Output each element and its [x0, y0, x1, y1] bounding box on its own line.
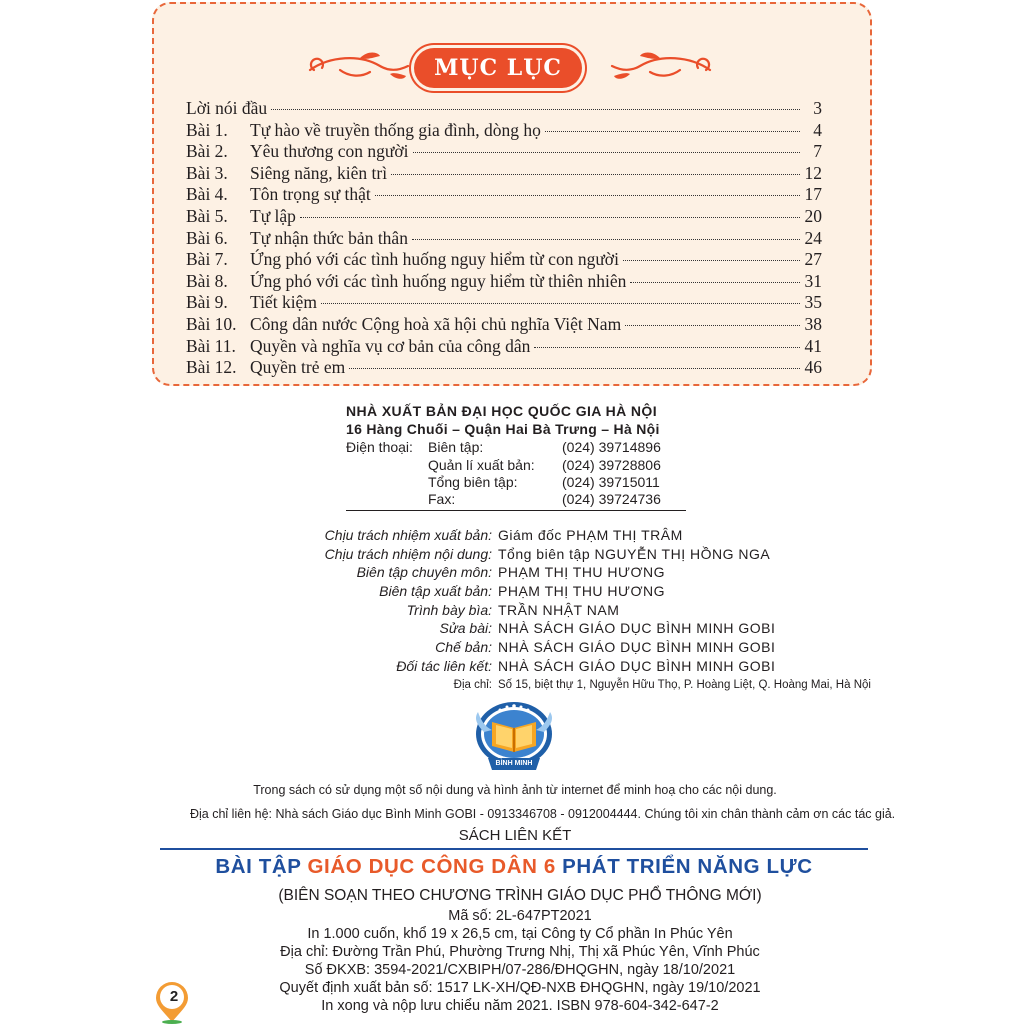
logo-text: BÌNH MINH [495, 760, 533, 767]
toc-entry-label: Tôn trọng sự thật [250, 184, 371, 205]
toc-entry [186, 141, 822, 163]
credit-value: NHÀ SÁCH GIÁO DỤC BÌNH MINH GOBI [498, 620, 776, 637]
contact-role: Quản lí xuất bản: [428, 457, 535, 473]
toc-entry-page: 38 [804, 313, 822, 334]
credit-label: Chế bản: [435, 639, 492, 656]
credit-label: Đối tác liên kết: [396, 657, 492, 674]
toc-entry-label: Tự lập [250, 205, 296, 226]
credit-label: Sửa bài: [439, 620, 492, 637]
toc-entry-number: Bài 12. [186, 357, 237, 378]
toc-leader-dots [349, 368, 800, 369]
toc-entry-number: Bài 4. [186, 184, 228, 205]
toc-entry-number: Bài 5. [186, 205, 228, 226]
toc-entry-page: 46 [804, 357, 822, 378]
toc-entry [186, 271, 822, 293]
publisher-address: 16 Hàng Chuối – Quận Hai Bà Trưng – Hà Nội [346, 421, 660, 437]
toc-entry [186, 357, 822, 379]
toc-entry-number: Bài 9. [186, 292, 228, 313]
toc-entry-label: Lời nói đầu [186, 98, 268, 118]
credit-row [200, 601, 860, 620]
toc-entry-label: Ứng phó với các tình huống nguy hiểm từ con người [250, 249, 619, 270]
toc-entry-label: Tiết kiệm [250, 292, 317, 313]
contact-role: Fax: [428, 491, 456, 507]
credit-label: Biên tập chuyên môn: [356, 564, 492, 581]
credit-row [200, 582, 860, 601]
credit-label: Biên tập xuất bản: [379, 583, 492, 600]
book-title-subject: GIÁO DỤC CÔNG DÂN 6 [307, 855, 556, 878]
toc-entry-label: Tự nhận thức bản thân [250, 227, 408, 248]
toc-title: MỤC LỤC [414, 48, 582, 88]
toc-entry-page: 27 [804, 249, 822, 270]
book-title-part: BÀI TẬP [215, 855, 308, 878]
toc-entry [186, 228, 822, 250]
toc-entry-page: 41 [804, 335, 822, 356]
toc-entry-number: Bài 11. [186, 335, 236, 356]
toc-entry-number: Bài 2. [186, 141, 228, 162]
credit-row [200, 657, 860, 676]
toc-leader-dots [321, 303, 800, 304]
contact-number: (024) 39715011 [562, 474, 660, 490]
toc-leader-dots [623, 260, 800, 261]
imprint-line: Mã số: 2L-647PT2021 [448, 908, 592, 924]
credit-label: Chịu trách nhiệm xuất bản: [324, 527, 492, 543]
toc-entry-number: Bài 1. [186, 119, 228, 140]
toc-leader-dots [545, 131, 800, 132]
credit-row [200, 545, 860, 564]
toc-leader-dots [412, 239, 800, 240]
publisher-name: NHÀ XUẤT BẢN ĐẠI HỌC QUỐC GIA HÀ NỘI [346, 403, 657, 419]
credit-row [200, 563, 860, 582]
credit-label: Chịu trách nhiệm nội dung: [324, 545, 492, 562]
toc-entry-page: 17 [804, 184, 822, 205]
toc-leader-dots [534, 347, 800, 348]
credit-value: Tổng biên tập NGUYỄN THỊ HỒNG NGA [498, 545, 771, 562]
toc-leader-dots [375, 195, 800, 196]
imprint-line: Quyết định xuất bản số: 1517 LK-XH/QĐ-NXB ĐHQGHN, ngày 19/10/2021 [279, 980, 761, 996]
credit-value: Giám đốc PHẠM THỊ TRÂM [498, 527, 683, 543]
credit-row [200, 619, 860, 638]
publisher-block [346, 402, 686, 438]
page-number: 2 [169, 988, 179, 1005]
toc-list [186, 98, 822, 379]
contact-role: Tổng biên tập: [428, 474, 518, 490]
toc-entry-page: 24 [804, 227, 822, 248]
toc-entry [186, 163, 822, 185]
toc-entry-number: Bài 8. [186, 270, 228, 291]
toc-entry-page: 31 [804, 270, 822, 291]
toc-entry [186, 292, 822, 314]
toc-entry-label: Quyền và nghĩa vụ cơ bản của công dân [250, 335, 531, 356]
credits-block [200, 526, 860, 676]
contact-number: (024) 39714896 [562, 439, 661, 455]
toc-entry [186, 314, 822, 336]
credit-value: TRẦN NHẬT NAM [498, 601, 620, 618]
toc-entry-number: Bài 6. [186, 227, 228, 248]
toc-entry-number: Bài 3. [186, 162, 228, 183]
note-internet: Trong sách có sử dụng một số nội dung và hình ảnh từ internet để minh hoạ cho các nội dung. [253, 783, 777, 797]
partner-address-label: Địa chỉ: [453, 679, 492, 691]
linked-label: SÁCH LIÊN KẾT [458, 827, 572, 844]
toc-entry-page: 35 [804, 292, 822, 313]
toc-entry-label: Quyền trẻ em [250, 357, 346, 378]
toc-leader-dots [413, 152, 801, 153]
partner-address-value: Số 15, biệt thự 1, Nguyễn Hữu Thọ, P. Hoàng Liệt, Q. Hoàng Mai, Hà Nội [498, 679, 871, 691]
credit-row [200, 526, 860, 545]
toc-entry [186, 120, 822, 142]
toc-entry-label: Công dân nước Cộng hoà xã hội chủ nghĩa Việt Nam [250, 313, 622, 334]
imprint-line: In 1.000 cuốn, khổ 19 x 26,5 cm, tại Công ty Cổ phần In Phúc Yên [307, 926, 733, 942]
toc-leader-dots [391, 174, 800, 175]
toc-entry [186, 184, 822, 206]
imprint-line: In xong và nộp lưu chiểu năm 2021. ISBN 978-604-342-647-2 [321, 998, 719, 1014]
credit-value: NHÀ SÁCH GIÁO DỤC BÌNH MINH GOBI [498, 639, 776, 656]
toc-leader-dots [300, 217, 800, 218]
partner-address [200, 676, 871, 694]
toc-entry-page: 12 [804, 162, 822, 183]
imprint-line: Số ĐKXB: 3594-2021/CXBIPH/07-286/ĐHQGHN, ngày 18/10/2021 [304, 962, 736, 978]
toc-entry [186, 98, 822, 120]
toc-entry-page: 3 [813, 98, 822, 118]
toc-entry [186, 206, 822, 228]
toc-entry-label: Yêu thương con người [250, 141, 409, 162]
credit-label: Trình bày bìa: [406, 601, 492, 618]
credit-row [200, 638, 860, 657]
book-title [160, 848, 868, 884]
toc-entry [186, 249, 822, 271]
toc-entry-label: Tự hào về truyền thống gia đình, dòng họ [250, 119, 541, 140]
note-contact: Địa chỉ liên hệ: Nhà sách Giáo dục Bình Minh GOBI - 0913346708 - 0912004444. Chúng tôi xin chân thành cảm ơn các tác giả. [190, 807, 896, 821]
toc-entry-label: Siêng năng, kiên trì [250, 162, 388, 183]
toc-entry-number: Bài 7. [186, 249, 228, 270]
contact-role: Biên tập: [428, 439, 484, 455]
toc-leader-dots [271, 109, 800, 110]
credit-value: PHẠM THỊ THU HƯƠNG [498, 564, 666, 581]
imprint-line: Địa chỉ: Đường Trần Phú, Phường Trưng Nhị, Thị xã Phúc Yên, Vĩnh Phúc [280, 944, 760, 960]
toc-entry [186, 336, 822, 358]
toc-leader-dots [625, 325, 800, 326]
divider [346, 510, 686, 511]
toc-leader-dots [630, 282, 800, 283]
toc-entry-page: 4 [813, 119, 822, 140]
book-subtitle: (BIÊN SOẠN THEO CHƯƠNG TRÌNH GIÁO DỤC PHỔ THÔNG MỚI) [278, 887, 762, 904]
phone-label: Điện thoại: [346, 439, 413, 455]
contact-number: (024) 39728806 [562, 457, 661, 473]
contact-number: (024) 39724736 [562, 491, 661, 507]
credit-value: NHÀ SÁCH GIÁO DỤC BÌNH MINH GOBI [498, 657, 776, 674]
toc-entry-number: Bài 10. [186, 313, 237, 334]
toc-entry-page: 7 [813, 141, 822, 162]
book-title-part: PHÁT TRIỂN NĂNG LỰC [555, 855, 813, 878]
toc-entry-page: 20 [804, 205, 822, 226]
toc-entry-label: Ứng phó với các tình huống nguy hiểm từ thiên nhiên [250, 270, 627, 291]
credit-value: PHẠM THỊ THU HƯƠNG [498, 583, 666, 600]
